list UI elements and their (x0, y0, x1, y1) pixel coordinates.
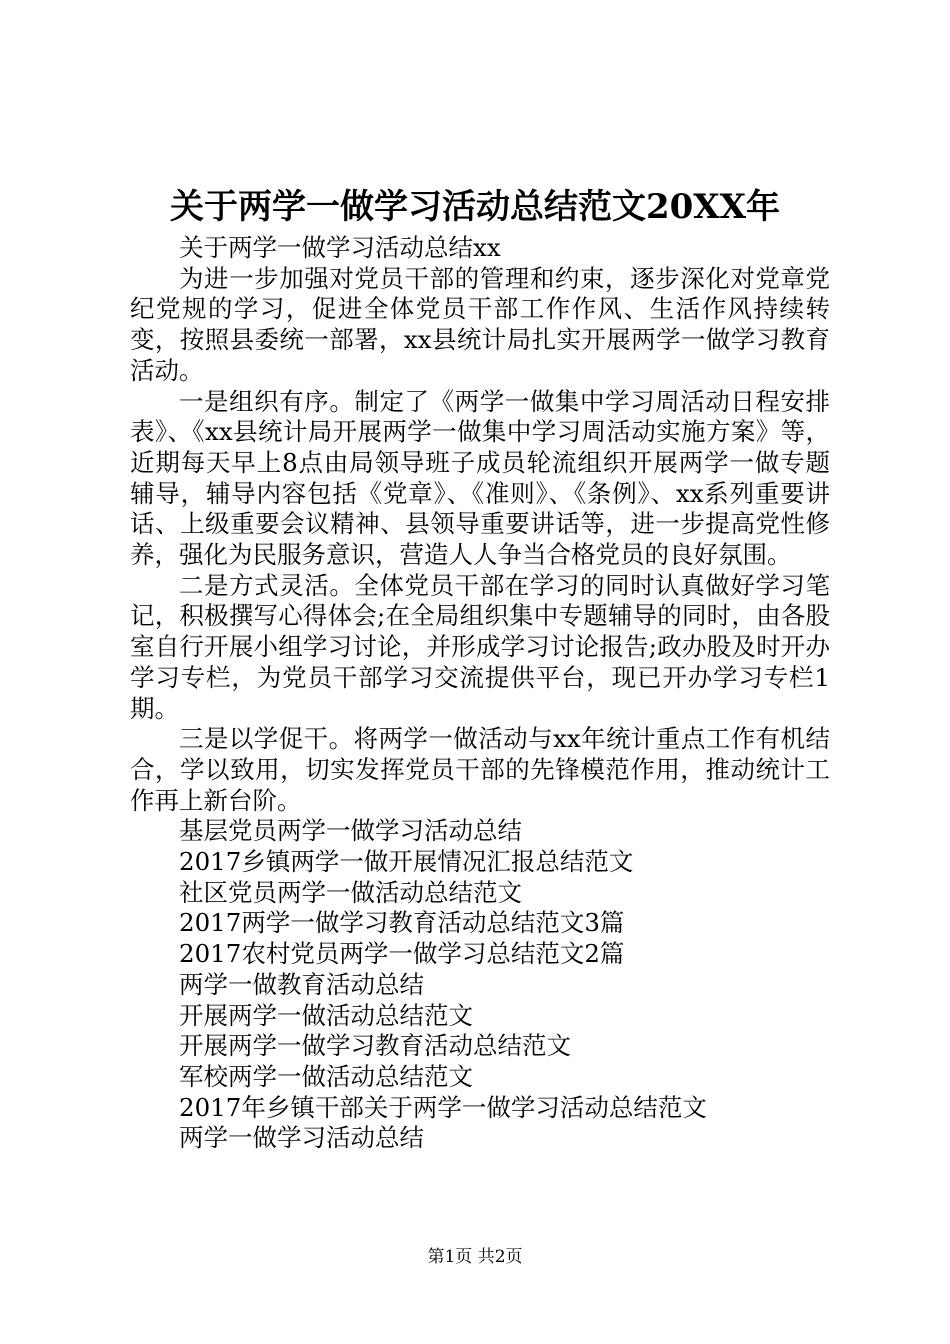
related-article-item[interactable]: 2017年乡镇干部关于两学一做学习活动总结范文 (179, 1092, 707, 1122)
related-article-item[interactable]: 社区党员两学一做活动总结范文 (179, 877, 522, 907)
document-subtitle: 关于两学一做学习活动总结xx (179, 233, 501, 262)
related-article-item[interactable]: 军校两学一做活动总结范文 (179, 1061, 473, 1091)
paragraph-point-two: 二是方式灵活。全体党员干部在学习的同时认真做好学习笔记，积极撰写心得体会;在全局组织集中专题辅导的同时，由各股室自行开展小组学习讨论，并形成学习讨论报告;政办股及时开办学习专栏，为党员干部学习交流提供平台，现已开办学习专栏1期。 (130, 570, 830, 723)
page-number-footer: 第1页 共2页 (427, 1247, 523, 1267)
related-article-item[interactable]: 基层党员两学一做学习活动总结 (179, 816, 522, 846)
related-article-item[interactable]: 开展两学一做学习教育活动总结范文 (179, 1031, 571, 1061)
paragraph-point-one: 一是组织有序。制定了《两学一做集中学习周活动日程安排表》、《xx县统计局开展两学一做集中学习周活动实施方案》等，近期每天早上8点由局领导班子成员轮流组织开展两学一做专题辅导，辅导内容包括《党章》、《准则》、《条例》、xx系列重要讲话、上级重要会议精神、县领导重要讲话等，进一步提高党性修养，强化为民服务意识，营造人人争当合格党员的良好氛围。 (130, 386, 830, 570)
related-article-item[interactable]: 两学一做学习活动总结 (179, 1123, 424, 1153)
related-articles-list (130, 816, 830, 1154)
related-article-item[interactable]: 两学一做教育活动总结 (179, 969, 424, 999)
related-article-item[interactable]: 开展两学一做活动总结范文 (179, 1000, 473, 1030)
related-article-item[interactable]: 2017乡镇两学一做开展情况汇报总结范文 (179, 847, 634, 877)
document-title: 关于两学一做学习活动总结范文20XX年 (169, 187, 781, 227)
document-body (130, 233, 830, 1154)
related-article-item[interactable]: 2017农村党员两学一做学习总结范文2篇 (179, 939, 625, 969)
paragraph-point-three: 三是以学促干。将两学一做活动与xx年统计重点工作有机结合，学以致用，切实发挥党员干部的先锋模范作用，推动统计工作再上新台阶。 (130, 724, 830, 815)
related-article-item[interactable]: 2017两学一做学习教育活动总结范文3篇 (179, 908, 625, 938)
paragraph-intro: 为进一步加强对党员干部的管理和约束，逐步深化对党章党纪党规的学习，促进全体党员干部工作作风、生活作风持续转变，按照县委统一部署，xx县统计局扎实开展两学一做学习教育活动。 (130, 263, 830, 385)
